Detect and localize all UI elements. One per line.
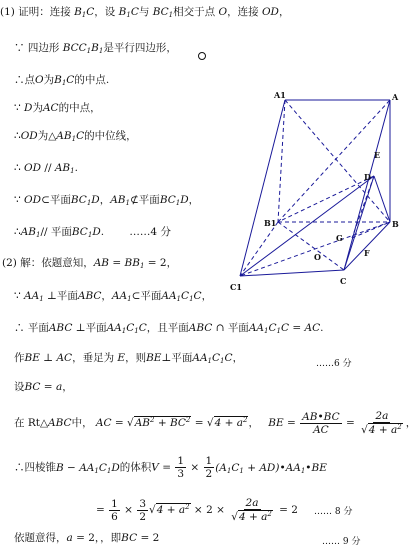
score-note: ……6 分 bbox=[316, 359, 352, 369]
label-C: C bbox=[340, 276, 347, 286]
label-B1: B1 bbox=[264, 218, 277, 228]
score-note: …… 9 分 bbox=[322, 537, 361, 547]
proof-line-7: ∵ OD⊂平面$BC_1D$，$AB_1⊄$平面$BC_1D$， bbox=[14, 194, 200, 207]
label-F: F bbox=[364, 248, 370, 258]
part2-line-9: 依题意得，a = 2，，即BC = 2 bbox=[14, 532, 160, 544]
score-note: ……4 分 bbox=[129, 226, 171, 238]
proof-line-3: ∴点O为$B_1C$的中点. bbox=[14, 74, 110, 87]
text: 平面 bbox=[227, 322, 249, 334]
proof-line-4: ∵ D为AC的中点， bbox=[14, 102, 101, 114]
text: 为 bbox=[43, 74, 55, 86]
label-O: O bbox=[314, 252, 321, 262]
text: ⊥平面 bbox=[47, 290, 78, 302]
text: 为△ bbox=[37, 130, 57, 142]
text: ，设 bbox=[94, 6, 116, 18]
text: ∵ bbox=[14, 194, 21, 206]
text: 中， bbox=[71, 417, 93, 430]
part2-line-8: = $\frac{1}{6}$ × $\frac{3}{2}$ $√4 + a^2 \times 2$ × $\frac{2a}{√4 + a^2}$ = 2 bbox=[96, 497, 298, 524]
text: ∴点 bbox=[14, 74, 35, 86]
part2-line-1: (2) 解：依题意知，AB = $BB_1 = 2$， bbox=[2, 257, 178, 270]
proof-line-8: $\therefore AB_1//$ 平面$BC_1D$. ……4 分 bbox=[14, 226, 171, 239]
text: ⊥平面 bbox=[161, 352, 193, 364]
text: = 2， bbox=[147, 257, 178, 269]
text: ⊂平面 bbox=[41, 194, 71, 206]
text: ∵ bbox=[14, 102, 21, 114]
text: 设 bbox=[14, 381, 25, 393]
text: 是平行四边形， bbox=[103, 42, 177, 54]
label-G: G bbox=[336, 233, 343, 243]
text: // bbox=[44, 162, 52, 174]
text: ∵ bbox=[14, 290, 21, 302]
circle-dot-mark bbox=[198, 52, 206, 60]
text: ⊥平面 bbox=[75, 322, 107, 334]
text: ∴ 平面 bbox=[14, 322, 49, 334]
text: ∴ bbox=[14, 162, 21, 174]
text: 的中点， bbox=[58, 102, 101, 114]
text: 的中位线， bbox=[84, 130, 137, 142]
text: 相交于点 bbox=[173, 6, 216, 18]
text: ∴四棱锥 bbox=[14, 461, 56, 474]
proof-line-6: ∴ OD // $AB_1$. bbox=[14, 162, 78, 175]
prism-figure bbox=[228, 88, 404, 296]
text: 与 bbox=[138, 6, 150, 18]
text: 在 Rt△ bbox=[14, 417, 49, 430]
text: 作 bbox=[14, 352, 25, 364]
label-E: E bbox=[374, 150, 381, 160]
label-A: A bbox=[392, 92, 399, 102]
part2-line-2: ∵ $AA_1$ ⊥平面ABC，$AA_1\subset$平面$AA_1C_1C$， bbox=[14, 290, 213, 303]
part2-line-4: 作BE ⊥ AC，垂足为 E，则BE⊥平面$AA_1C_1C$， bbox=[14, 352, 244, 365]
text: ⊂平面 bbox=[131, 290, 162, 302]
text: ，连接 bbox=[227, 6, 259, 18]
text: (2) 解：依题意知， bbox=[2, 257, 94, 269]
proof-line-5: ∴OD为$\triangle AB_1C$的中位线， bbox=[14, 130, 137, 143]
text: ，即 bbox=[100, 532, 122, 544]
part2-line-3: ∴ 平面ABC ⊥平面$AA_1C_1C$，且平面ABC ∩ 平面$AA_1C_1C$ = AC. bbox=[14, 322, 324, 335]
label-C1: C1 bbox=[230, 282, 242, 292]
text: ⊄平面 bbox=[130, 194, 160, 206]
text: 的体积 bbox=[119, 461, 152, 474]
part2-line-6: 在 Rt△ABC中， AC = $√AB^2 + BC^2 = √4 + a^2$， BE = $\frac{AB•BC}{AC}$ = $\frac{2a}{√4 + a^2}$ ， bbox=[14, 410, 416, 437]
text: (1) 证明：连接 bbox=[0, 6, 71, 18]
text: ，且平面 bbox=[146, 322, 189, 334]
score-note: …… 8 分 bbox=[314, 507, 353, 517]
label-D: D bbox=[364, 172, 371, 182]
part2-line-7: ∴四棱锥$B - AA_1C_1D$的体积V = $\frac{1}{3}$ × $\frac{1}{2}$ ($A_1C_1$ + $AD)•AA_1•BE$ bbox=[14, 455, 327, 481]
text: ∴ bbox=[14, 130, 21, 142]
text: ，垂足为 bbox=[72, 352, 115, 364]
part2-line-5: 设BC = a， bbox=[14, 381, 73, 393]
text: 依题意得， bbox=[14, 532, 67, 544]
proof-line-1: (1) 证明：连接 $B_1C$，设 $B_1C$与 $BC_1$相交于点 O，连接 OD， bbox=[0, 6, 290, 19]
text: ∴ bbox=[14, 226, 21, 238]
label-A1: A1 bbox=[274, 90, 286, 100]
text: 为 bbox=[32, 102, 43, 114]
proof-line-2: ∵ 四边形 $BCC_1B_1$是平行四边形， bbox=[14, 42, 177, 55]
text: 的中点. bbox=[74, 74, 110, 86]
label-B: B bbox=[392, 219, 399, 229]
text: // 平面 bbox=[40, 226, 72, 238]
text: ∵ 四边形 bbox=[14, 42, 60, 54]
text: ，则 bbox=[125, 352, 147, 364]
